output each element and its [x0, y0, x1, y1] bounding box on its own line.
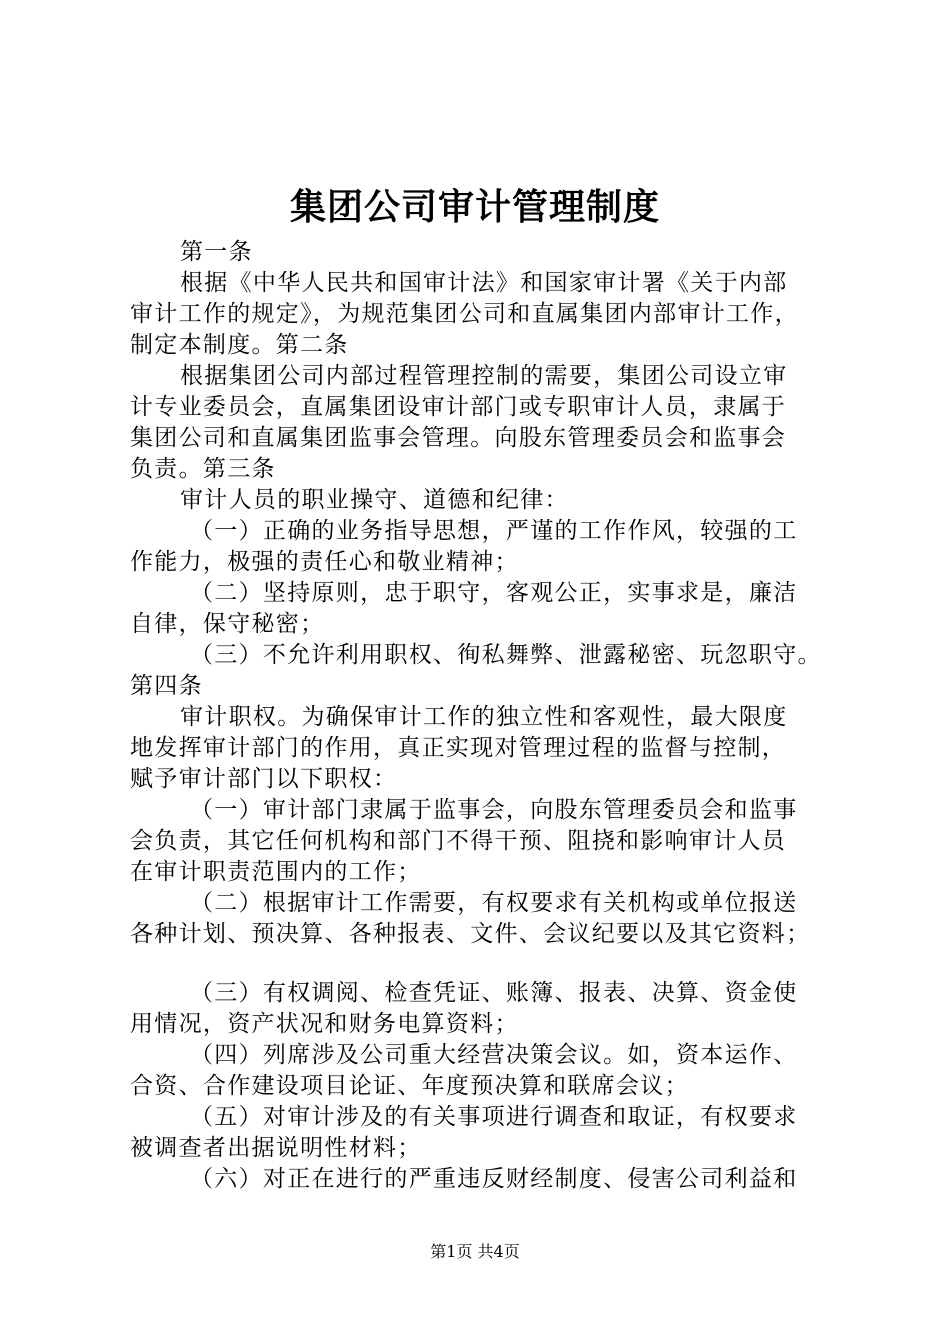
- paragraph-line: （五）对审计涉及的有关事项进行调查和取证，有权要求: [190, 1104, 798, 1130]
- paragraph-line: 第四条: [130, 673, 203, 699]
- paragraph-line: （三）不允许利用职权、徇私舞弊、泄露秘密、玩忽职守。: [190, 642, 822, 668]
- paragraph-line: （三）有权调阅、检查凭证、账簿、报表、决算、资金使: [190, 980, 798, 1006]
- paragraph-line: 各种计划、预决算、各种报表、文件、会议纪要以及其它资料；: [130, 921, 811, 947]
- paragraph-line: （二）根据审计工作需要，有权要求有关机构或单位报送: [190, 890, 798, 916]
- paragraph-line: （一）正确的业务指导思想，严谨的工作作风，较强的工: [190, 518, 798, 544]
- paragraph-line: （一）审计部门隶属于监事会，向股东管理委员会和监事: [190, 797, 798, 823]
- paragraph-line: 被调查者出据说明性材料；: [130, 1135, 422, 1161]
- paragraph-line: 负责。第三条: [130, 456, 276, 482]
- paragraph-line: 自律，保守秘密；: [130, 611, 325, 637]
- page-footer: 第1页 共4页: [430, 1242, 520, 1261]
- document-body: [130, 237, 840, 1195]
- document-title: 集团公司审计管理制度: [289, 187, 660, 228]
- paragraph-line: （四）列席涉及公司重大经营决策会议。如，资本运作、: [190, 1042, 798, 1068]
- paragraph-line: 在审计职责范围内的工作；: [130, 859, 422, 885]
- paragraph-line: 审计职权。为确保审计工作的独立性和客观性，最大限度: [180, 704, 788, 730]
- paragraph-line: 作能力，极强的责任心和敬业精神；: [130, 549, 519, 575]
- paragraph-line: 合资、合作建设项目论证、年度预决算和联席会议；: [130, 1073, 689, 1099]
- paragraph-line: 审计工作的规定》，为规范集团公司和直属集团内部审计工作，: [130, 301, 799, 327]
- paragraph-line: 制定本制度。第二条: [130, 332, 349, 358]
- paragraph-line: （六）对正在进行的严重违反财经制度、侵害公司利益和: [190, 1166, 798, 1192]
- paragraph-line: （二）坚持原则，忠于职守，客观公正，实事求是，廉洁: [190, 580, 798, 606]
- paragraph-line: 根据《中华人民共和国审计法》和国家审计署《关于内部: [180, 270, 788, 296]
- paragraph-line: 用情况，资产状况和财务电算资料；: [130, 1011, 519, 1037]
- paragraph-line: 集团公司和直属集团监事会管理。向股东管理委员会和监事会: [130, 425, 787, 451]
- paragraph-line: 赋予审计部门以下职权：: [130, 766, 398, 792]
- blank-line: [130, 950, 840, 978]
- paragraph-line: 第一条: [180, 239, 253, 265]
- paragraph-line: 计专业委员会，直属集团设审计部门或专职审计人员，隶属于: [130, 394, 787, 420]
- paragraph-line: 根据集团公司内部过程管理控制的需要，集团公司设立审: [180, 363, 788, 389]
- paragraph-line: 地发挥审计部门的作用，真正实现对管理过程的监督与控制，: [130, 735, 787, 761]
- paragraph-line: 审计人员的职业操守、道德和纪律：: [180, 487, 569, 513]
- paragraph-line: 会负责，其它任何机构和部门不得干预、阻挠和影响审计人员: [130, 828, 787, 854]
